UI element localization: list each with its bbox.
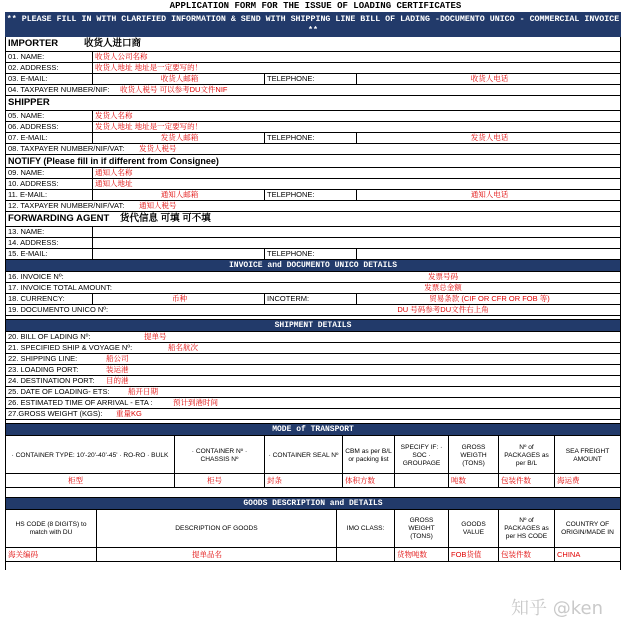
currency-label: 18. CURRENCY: xyxy=(8,294,65,303)
notify-tax-field[interactable]: 通知人税号 xyxy=(139,201,177,210)
goods-cell[interactable]: 海关编码 xyxy=(8,550,38,559)
goods-col-header: GOODS VALUE xyxy=(448,510,498,547)
transport-value-row xyxy=(6,474,620,488)
shipment-field[interactable]: 重量KG xyxy=(116,409,142,418)
forwarding-email-field[interactable] xyxy=(92,249,264,259)
shipper-email-field[interactable]: 发货人邮箱 xyxy=(92,133,264,143)
goods-col-header: Nº of PACKAGES as per HS CODE xyxy=(498,510,554,547)
shipment-field[interactable]: 船开日期 xyxy=(128,387,158,396)
notify-email-field[interactable]: 通知人邮箱 xyxy=(92,190,264,200)
importer-heading: IMPORTER xyxy=(8,38,59,49)
shipment-row xyxy=(6,387,620,398)
shipper-email-row xyxy=(6,133,620,144)
shipment-section-bar: SHIPMENT DETAILS xyxy=(6,320,620,332)
transport-col-header: · CONTAINER TYPE: 10'-20'-40'-45' · RO-RO · BULK xyxy=(11,451,169,459)
goods-cell[interactable]: CHINA xyxy=(554,548,620,561)
goods-cell[interactable] xyxy=(336,548,394,561)
invoice-section-bar: INVOICE and DOCUMENTO UNICO DETAILS xyxy=(6,260,620,272)
shipment-field[interactable]: 装运港 xyxy=(106,365,129,374)
shipment-row xyxy=(6,365,620,376)
du-number-row xyxy=(6,305,620,316)
shipper-address-field[interactable]: 发货人地址 地址是一定要写的！ xyxy=(92,122,620,132)
transport-cell[interactable]: 海运费 xyxy=(554,474,620,487)
importer-email-label: 03. E-MAIL: xyxy=(8,74,48,83)
transport-col-header: Nº of PACKAGES as per B/L xyxy=(498,436,554,473)
goods-col-header: DESCRIPTION OF GOODS xyxy=(96,510,336,547)
shipment-label: 21. SPECIFIED SHIP & VOYAGE Nº: xyxy=(8,343,133,352)
transport-cell[interactable]: 吨数 xyxy=(448,474,498,487)
currency-field[interactable]: 币种 xyxy=(92,294,264,304)
goods-cell[interactable]: 货物吨数 xyxy=(394,548,448,561)
forwarding-telephone-field[interactable] xyxy=(356,249,620,259)
goods-col-header: GROSS WEIGHT (TONS) xyxy=(394,510,448,547)
importer-telephone-field[interactable]: 收货人电话 xyxy=(356,74,620,84)
shipper-telephone-field[interactable]: 发货人电话 xyxy=(356,133,620,143)
forwarding-section-header xyxy=(6,212,620,227)
forwarding-address-label: 14. ADDRESS: xyxy=(8,238,59,247)
shipper-address-label: 06. ADDRESS: xyxy=(8,122,59,131)
importer-name-label: 01. NAME: xyxy=(8,52,45,61)
importer-email-row xyxy=(6,74,620,85)
transport-col-header: · CONTAINER SEAL Nº xyxy=(264,436,342,473)
transport-col-header: CBM as per B/L or packing list xyxy=(342,436,394,473)
importer-address-label: 02. ADDRESS: xyxy=(8,63,59,72)
transport-header-row xyxy=(6,436,620,474)
notify-email-row xyxy=(6,190,620,201)
shipment-label: 23. LOADING PORT: xyxy=(8,365,79,374)
forwarding-heading: FORWARDING AGENT xyxy=(8,213,110,224)
shipment-label: 24. DESTINATION PORT: xyxy=(8,376,95,385)
incoterm-field[interactable]: 贸易条款 (CIF OR CFR OR FOB 等) xyxy=(356,294,620,304)
goods-section-bar: GOODS DESCRIPTION and DETAILS xyxy=(6,498,620,510)
transport-col-header: SPECIFY IF: · SOC · GROUPAGE xyxy=(394,436,448,473)
shipment-label: 26. ESTIMATED TIME OF ARRIVAL - ETA : xyxy=(8,398,153,407)
shipment-row xyxy=(6,376,620,387)
notify-name-row xyxy=(6,168,620,179)
shipper-section-header xyxy=(6,96,620,111)
notify-address-row xyxy=(6,179,620,190)
shipper-name-field[interactable]: 发货人名称 xyxy=(92,111,620,121)
shipper-address-row xyxy=(6,122,620,133)
shipper-email-label: 07. E-MAIL: xyxy=(8,133,48,142)
shipment-field[interactable]: 船公司 xyxy=(106,354,129,363)
shipper-name-label: 05. NAME: xyxy=(8,111,45,120)
goods-blank-row xyxy=(6,562,620,570)
shipment-label: 27.GROSS WEIGHT (KGS): xyxy=(8,409,103,418)
shipper-telephone-label: TELEPHONE: xyxy=(264,133,356,143)
shipment-row xyxy=(6,343,620,354)
notify-address-field[interactable]: 通知人地址 xyxy=(92,179,620,189)
invoice-number-field[interactable]: 发票号码 xyxy=(428,272,458,281)
importer-heading-cn: 收货人进口商 xyxy=(84,38,142,49)
goods-value-row xyxy=(6,548,620,562)
goods-cell[interactable]: FOB货值 xyxy=(448,548,498,561)
importer-section-header xyxy=(6,37,620,52)
forwarding-address-field[interactable] xyxy=(92,238,620,248)
instruction-banner: ** PLEASE FILL IN WITH CLARIFIED INFORMATION & SEND WITH SHIPPING LINE BILL OF LADING -DOCUMENTO UNICO - COMMERCIAL INVOICE ** xyxy=(5,12,621,37)
du-number-field[interactable]: DU 号码参考DU文件右上角 xyxy=(397,305,489,314)
spacer xyxy=(6,488,620,498)
shipment-field[interactable]: 预计到港时间 xyxy=(173,398,218,407)
goods-col-header: IMO CLASS: xyxy=(336,510,394,547)
invoice-total-field[interactable]: 发票总金额 xyxy=(424,283,462,292)
shipment-row xyxy=(6,398,620,409)
transport-col-header: SEA FREIGHT AMOUNT xyxy=(554,436,620,473)
forwarding-name-field[interactable] xyxy=(92,227,620,237)
currency-row xyxy=(6,294,620,305)
du-number-label: 19. DOCUMENTO UNICO Nº: xyxy=(8,305,109,314)
shipper-heading: SHIPPER xyxy=(8,97,50,108)
invoice-total-label: 17. INVOICE TOTAL AMOUNT: xyxy=(8,283,112,292)
transport-cell[interactable]: 柜号 xyxy=(174,474,264,487)
shipment-field[interactable]: 提单号 xyxy=(144,332,167,341)
goods-header-row xyxy=(6,510,620,548)
form-title: APPLICATION FORM FOR THE ISSUE OF LOADING CERTIFICATES xyxy=(169,1,462,11)
transport-section-bar: MODE of TRANSPORT xyxy=(6,424,620,436)
forwarding-name-row xyxy=(6,227,620,238)
watermark: 知乎 @ken xyxy=(511,598,603,619)
transport-cell[interactable]: 包装件数 xyxy=(498,474,554,487)
notify-tax-row xyxy=(6,201,620,212)
notify-heading: NOTIFY (Please fill in if different from Consignee) xyxy=(8,156,219,166)
notify-email-label: 11. E-MAIL: xyxy=(8,190,48,199)
shipment-label: 25. DATE OF LOADING- ETS: xyxy=(8,387,110,396)
goods-cell[interactable]: 包装件数 xyxy=(498,548,554,561)
forwarding-email-row xyxy=(6,249,620,260)
transport-cell[interactable]: 柜型 xyxy=(68,476,83,485)
forwarding-telephone-label: TELEPHONE: xyxy=(264,249,356,259)
shipment-row xyxy=(6,409,620,420)
importer-tax-row xyxy=(6,85,620,96)
importer-name-field[interactable]: 收货人公司名称 xyxy=(92,52,620,62)
shipment-row xyxy=(6,332,620,343)
shipper-tax-label: 08. TAXPAYER NUMBER/NIF/VAT: xyxy=(8,144,125,153)
shipper-name-row xyxy=(6,111,620,122)
goods-col-header: HS CODE (8 DIGITS) to match with DU xyxy=(15,520,87,536)
shipper-tax-field[interactable]: 发货人税号 xyxy=(139,144,177,153)
notify-tax-label: 12. TAXPAYER NUMBER/NIF/VAT: xyxy=(8,201,125,210)
invoice-number-label: 16. INVOICE Nº: xyxy=(8,272,64,281)
forwarding-name-label: 13. NAME: xyxy=(8,227,45,236)
notify-name-field[interactable]: 通知人名称 xyxy=(92,168,620,178)
incoterm-label: INCOTERM: xyxy=(264,294,356,304)
transport-cell[interactable]: 封条 xyxy=(264,474,342,487)
forwarding-address-row xyxy=(6,238,620,249)
importer-email-field[interactable]: 收货人邮箱 xyxy=(92,74,264,84)
importer-tax-label: 04. TAXPAYER NUMBER/NIF: xyxy=(8,85,110,94)
forwarding-email-label: 15. E-MAIL: xyxy=(8,249,48,258)
goods-col-header: COUNTRY OF ORIGIN/MADE IN xyxy=(554,510,620,547)
shipper-tax-row xyxy=(6,144,620,155)
invoice-total-row xyxy=(6,283,620,294)
shipment-field[interactable]: 目的港 xyxy=(106,376,129,385)
shipment-field[interactable]: 船名航次 xyxy=(168,343,198,352)
notify-telephone-label: TELEPHONE: xyxy=(264,190,356,200)
transport-cell[interactable]: 体积方数 xyxy=(342,474,394,487)
importer-address-row xyxy=(6,63,620,74)
notify-address-label: 10. ADDRESS: xyxy=(8,179,59,188)
shipment-row xyxy=(6,354,620,365)
invoice-number-row xyxy=(6,272,620,283)
importer-telephone-label: TELEPHONE: xyxy=(264,74,356,84)
transport-col-header: GROSS WEIGTH (TONS) xyxy=(448,436,498,473)
forwarding-heading-cn: 货代信息 可填 可不填 xyxy=(120,213,211,224)
importer-address-field[interactable]: 收货人地址 地址是一定要写的！ xyxy=(92,63,620,73)
form-sheet xyxy=(5,37,621,570)
goods-cell[interactable]: 提单品名 xyxy=(96,548,336,561)
transport-col-header: · CONTAINER Nº · CHASSIS Nº xyxy=(174,436,264,473)
notify-name-label: 09. NAME: xyxy=(8,168,45,177)
shipment-label: 20. BILL OF LADING Nº: xyxy=(8,332,91,341)
shipment-label: 22. SHIPPING LINE: xyxy=(8,354,78,363)
importer-name-row xyxy=(6,52,620,63)
importer-tax-field[interactable]: 收货人税号 可以参考DU文件NIF xyxy=(120,85,228,94)
notify-telephone-field[interactable]: 通知人电话 xyxy=(356,190,620,200)
notify-section-header xyxy=(6,155,620,168)
transport-cell[interactable] xyxy=(394,474,448,487)
